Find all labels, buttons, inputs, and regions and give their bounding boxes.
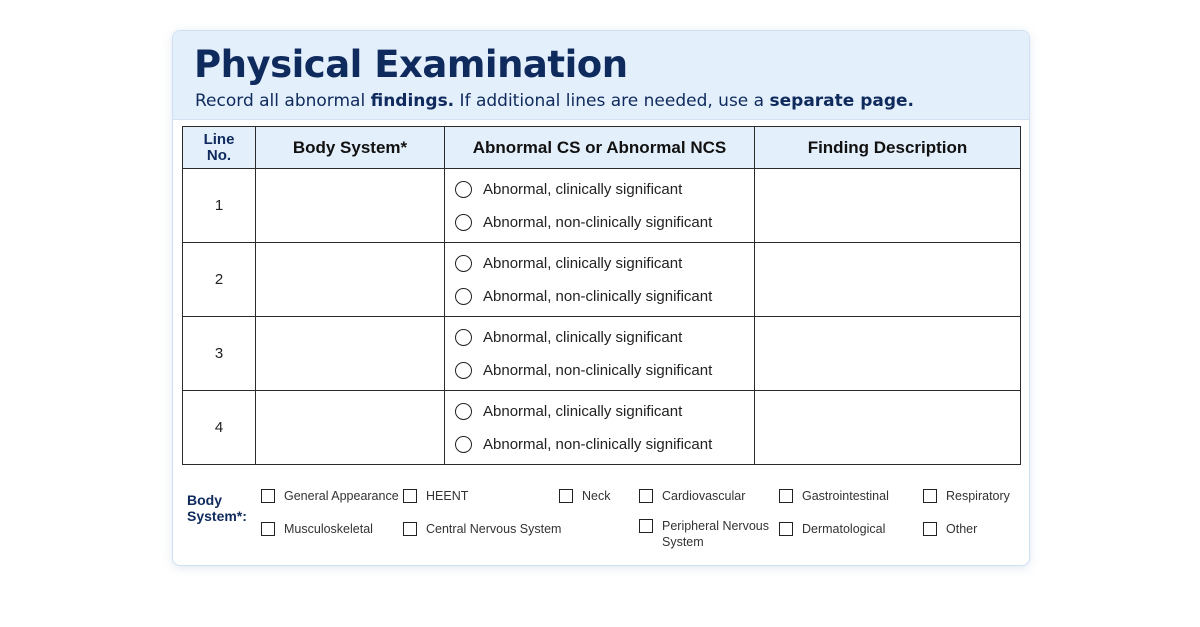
legend-label-1: Body [187, 492, 222, 508]
table-row [183, 243, 1021, 317]
instructions-part-3: If additional lines are needed, use a [454, 91, 770, 111]
checkbox-label: Respiratory [946, 489, 1010, 503]
abnormal-options-cell [445, 317, 755, 391]
form-header [173, 31, 1029, 120]
checkbox-icon[interactable] [403, 489, 417, 503]
line-number: 2 [183, 243, 256, 317]
physical-exam-card [172, 30, 1030, 566]
checkbox-icon[interactable] [779, 489, 793, 503]
option-label: Abnormal, clinically significant [483, 254, 683, 272]
checkbox-icon[interactable] [261, 522, 275, 536]
checkbox-icon[interactable] [639, 489, 653, 503]
checkbox-label: HEENT [426, 489, 469, 503]
option-clinically-significant[interactable] [445, 395, 754, 428]
checkbox-central-nervous-system[interactable] [403, 521, 561, 537]
checkbox-icon[interactable] [923, 489, 937, 503]
radio-icon[interactable] [455, 403, 472, 420]
option-clinically-significant[interactable] [445, 321, 754, 354]
finding-description-cell[interactable] [755, 391, 1021, 465]
checkbox-peripheral-nervous-system[interactable] [639, 518, 769, 550]
checkbox-neck[interactable] [559, 488, 610, 504]
option-label: Abnormal, clinically significant [483, 328, 683, 346]
checkbox-label: General Appearance [284, 489, 399, 503]
instructions [195, 91, 914, 111]
option-label: Abnormal, non-clinically significant [483, 361, 713, 379]
abnormal-options-cell [445, 169, 755, 243]
instructions-part-2: findings. [370, 91, 455, 111]
checkbox-icon[interactable] [923, 522, 937, 536]
line-number: 1 [183, 169, 256, 243]
option-label: Abnormal, non-clinically significant [483, 435, 713, 453]
option-label: Abnormal, non-clinically significant [483, 287, 713, 305]
checkbox-respiratory[interactable] [923, 488, 1010, 504]
checkbox-musculoskeletal[interactable] [261, 521, 373, 537]
option-label: Abnormal, clinically significant [483, 180, 683, 198]
body-system-legend-label [187, 492, 257, 524]
radio-icon[interactable] [455, 329, 472, 346]
legend-label-2: System*: [187, 508, 247, 524]
body-system-cell[interactable] [256, 169, 445, 243]
radio-icon[interactable] [455, 362, 472, 379]
body-system-cell[interactable] [256, 317, 445, 391]
checkbox-cardiovascular[interactable] [639, 488, 745, 504]
col-header-abnormal: Abnormal CS or Abnormal NCS [445, 127, 755, 169]
radio-icon[interactable] [455, 181, 472, 198]
col-header-finding: Finding Description [755, 127, 1021, 169]
checkbox-label: Dermatological [802, 522, 886, 536]
checkbox-other[interactable] [923, 521, 977, 537]
checkbox-label: Musculoskeletal [284, 522, 373, 536]
checkbox-label: Neck [582, 489, 611, 503]
page-title: Physical Examination [194, 43, 628, 86]
option-label: Abnormal, non-clinically significant [483, 213, 713, 231]
checkbox-label: Peripheral Nervous System [662, 519, 769, 549]
option-clinically-significant[interactable] [445, 247, 754, 280]
checkbox-general-appearance[interactable] [261, 488, 399, 504]
checkbox-icon[interactable] [403, 522, 417, 536]
col-header-body-system: Body System* [256, 127, 445, 169]
option-non-clinically-significant[interactable] [445, 428, 754, 461]
checkbox-dermatological[interactable] [779, 521, 885, 537]
radio-icon[interactable] [455, 288, 472, 305]
body-system-cell[interactable] [256, 391, 445, 465]
col-header-line-no [183, 127, 256, 169]
table-row [183, 169, 1021, 243]
option-non-clinically-significant[interactable] [445, 354, 754, 387]
col-header-line-no-2: No. [206, 146, 232, 164]
line-number: 4 [183, 391, 256, 465]
finding-description-cell[interactable] [755, 317, 1021, 391]
table-header-row [183, 127, 1021, 169]
findings-table [182, 126, 1021, 465]
table-row [183, 391, 1021, 465]
checkbox-label: Gastrointestinal [802, 489, 889, 503]
checkbox-label: Cardiovascular [662, 489, 746, 503]
checkbox-label: Central Nervous System [426, 522, 562, 536]
radio-icon[interactable] [455, 436, 472, 453]
option-non-clinically-significant[interactable] [445, 206, 754, 239]
abnormal-options-cell [445, 243, 755, 317]
abnormal-options-cell [445, 391, 755, 465]
finding-description-cell[interactable] [755, 243, 1021, 317]
instructions-part-4: separate page. [769, 91, 915, 111]
checkbox-label: Other [946, 522, 978, 536]
option-clinically-significant[interactable] [445, 173, 754, 206]
body-system-cell[interactable] [256, 243, 445, 317]
checkbox-icon[interactable] [261, 489, 275, 503]
checkbox-icon[interactable] [639, 519, 653, 533]
instructions-part-1: Record all abnormal [195, 91, 371, 111]
checkbox-heent[interactable] [403, 488, 468, 504]
checkbox-icon[interactable] [559, 489, 573, 503]
option-label: Abnormal, clinically significant [483, 402, 683, 420]
line-number: 3 [183, 317, 256, 391]
checkbox-gastrointestinal[interactable] [779, 488, 889, 504]
radio-icon[interactable] [455, 255, 472, 272]
option-non-clinically-significant[interactable] [445, 280, 754, 313]
table-row [183, 317, 1021, 391]
finding-description-cell[interactable] [755, 169, 1021, 243]
radio-icon[interactable] [455, 214, 472, 231]
checkbox-icon[interactable] [779, 522, 793, 536]
col-header-line-no-1: Line [203, 130, 235, 148]
